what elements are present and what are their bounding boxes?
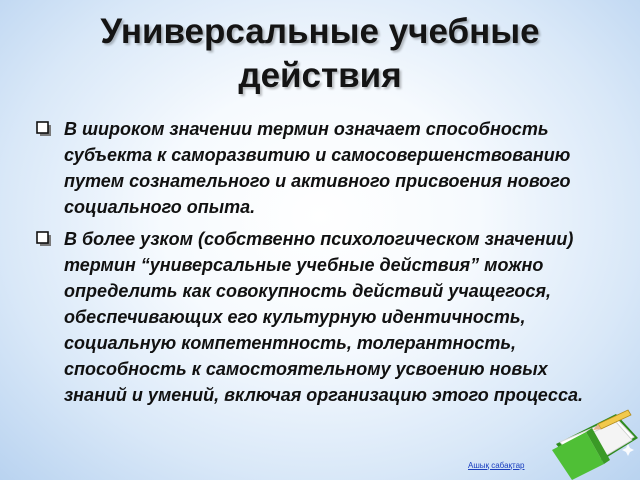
- bullet-item: [36, 116, 596, 220]
- title-line-2: действия: [238, 56, 402, 95]
- slide-title: [20, 10, 620, 98]
- bullet-text: В более узком (собственно психологическом значении) термин “универсальные учебные действия” можно определить как совокупность действий учащегося, обеспечивающих его культурную идентичность, социальную компетентность, толерантность, способность к самостоятельному усвоению новых знаний и умений, включая организацию этого процесса.: [64, 229, 583, 405]
- bullet-text: В широком значении термин означает способность субъекта к саморазвитию и самосовершенствованию путем сознательного и активного присвоения нового социального опыта.: [64, 119, 571, 217]
- checkbox-bullet-icon: [36, 231, 52, 247]
- footer-link[interactable]: Ашық сабақтар: [468, 461, 525, 470]
- checkbox-bullet-icon: [36, 121, 52, 137]
- title-line-1: Универсальные учебные: [100, 12, 540, 51]
- bullet-item: [36, 226, 596, 408]
- book-icon: [546, 404, 640, 480]
- bullet-list: [36, 116, 596, 414]
